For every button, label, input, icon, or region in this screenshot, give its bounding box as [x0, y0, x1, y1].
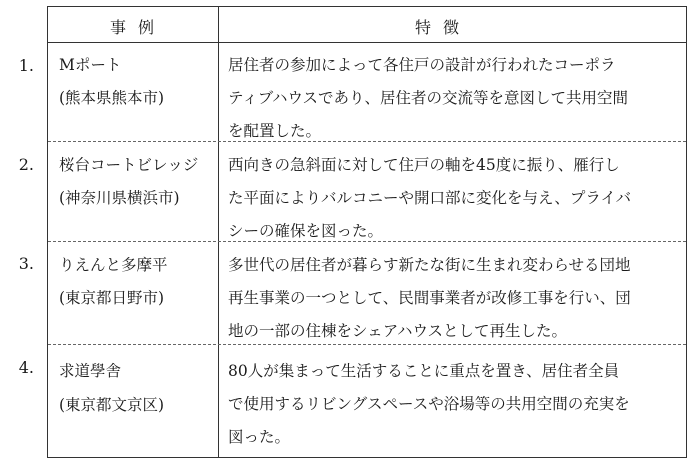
example-name: 桜台コートビレッジ	[59, 156, 199, 174]
table-header	[48, 7, 686, 43]
table-row	[48, 344, 686, 458]
feature-text: 西向きの急斜面に対して住戸の軸を45度に振り、雁行し た平面によりバルコニーや開口部に変化を与え、プライバ シーの確保を図った。	[228, 156, 632, 240]
row-number: 4.	[18, 358, 34, 377]
example-name: Mポート	[59, 56, 122, 74]
row-number: 3.	[18, 254, 34, 273]
example-location: (東京都文京区)	[59, 396, 165, 414]
example-location: (熊本県熊本市)	[59, 89, 165, 107]
example-location: (神奈川県横浜市)	[59, 189, 180, 207]
table-row	[48, 241, 686, 345]
header-example: 事例	[110, 18, 167, 37]
example-location: (東京都日野市)	[59, 289, 165, 307]
feature-text: 多世代の居住者が暮らす新たな街に生まれ変わらせる団地 再生事業の一つとして、民間事業者が改修工事を行い、団 地の一部の住棟をシェアハウスとして再生した。	[228, 256, 631, 340]
table-row	[48, 42, 686, 141]
header-feature: 特徴	[415, 18, 472, 37]
examples-table	[47, 6, 687, 458]
feature-text: 80人が集まって生活することに重点を置き、居住者全員 で使用するリビングスペースや浴場等の共用空間の充実を 図った。	[228, 362, 630, 446]
example-name: りえんと多摩平	[59, 256, 168, 274]
feature-text: 居住者の参加によって各住戸の設計が行われたコーポラ ティブハウスであり、居住者の交流等を意図して共用空間 を配置した。	[228, 56, 629, 140]
row-number: 2.	[18, 155, 34, 174]
table-row	[48, 141, 686, 242]
example-name: 求道學舎	[59, 362, 122, 380]
row-number: 1.	[18, 56, 34, 75]
